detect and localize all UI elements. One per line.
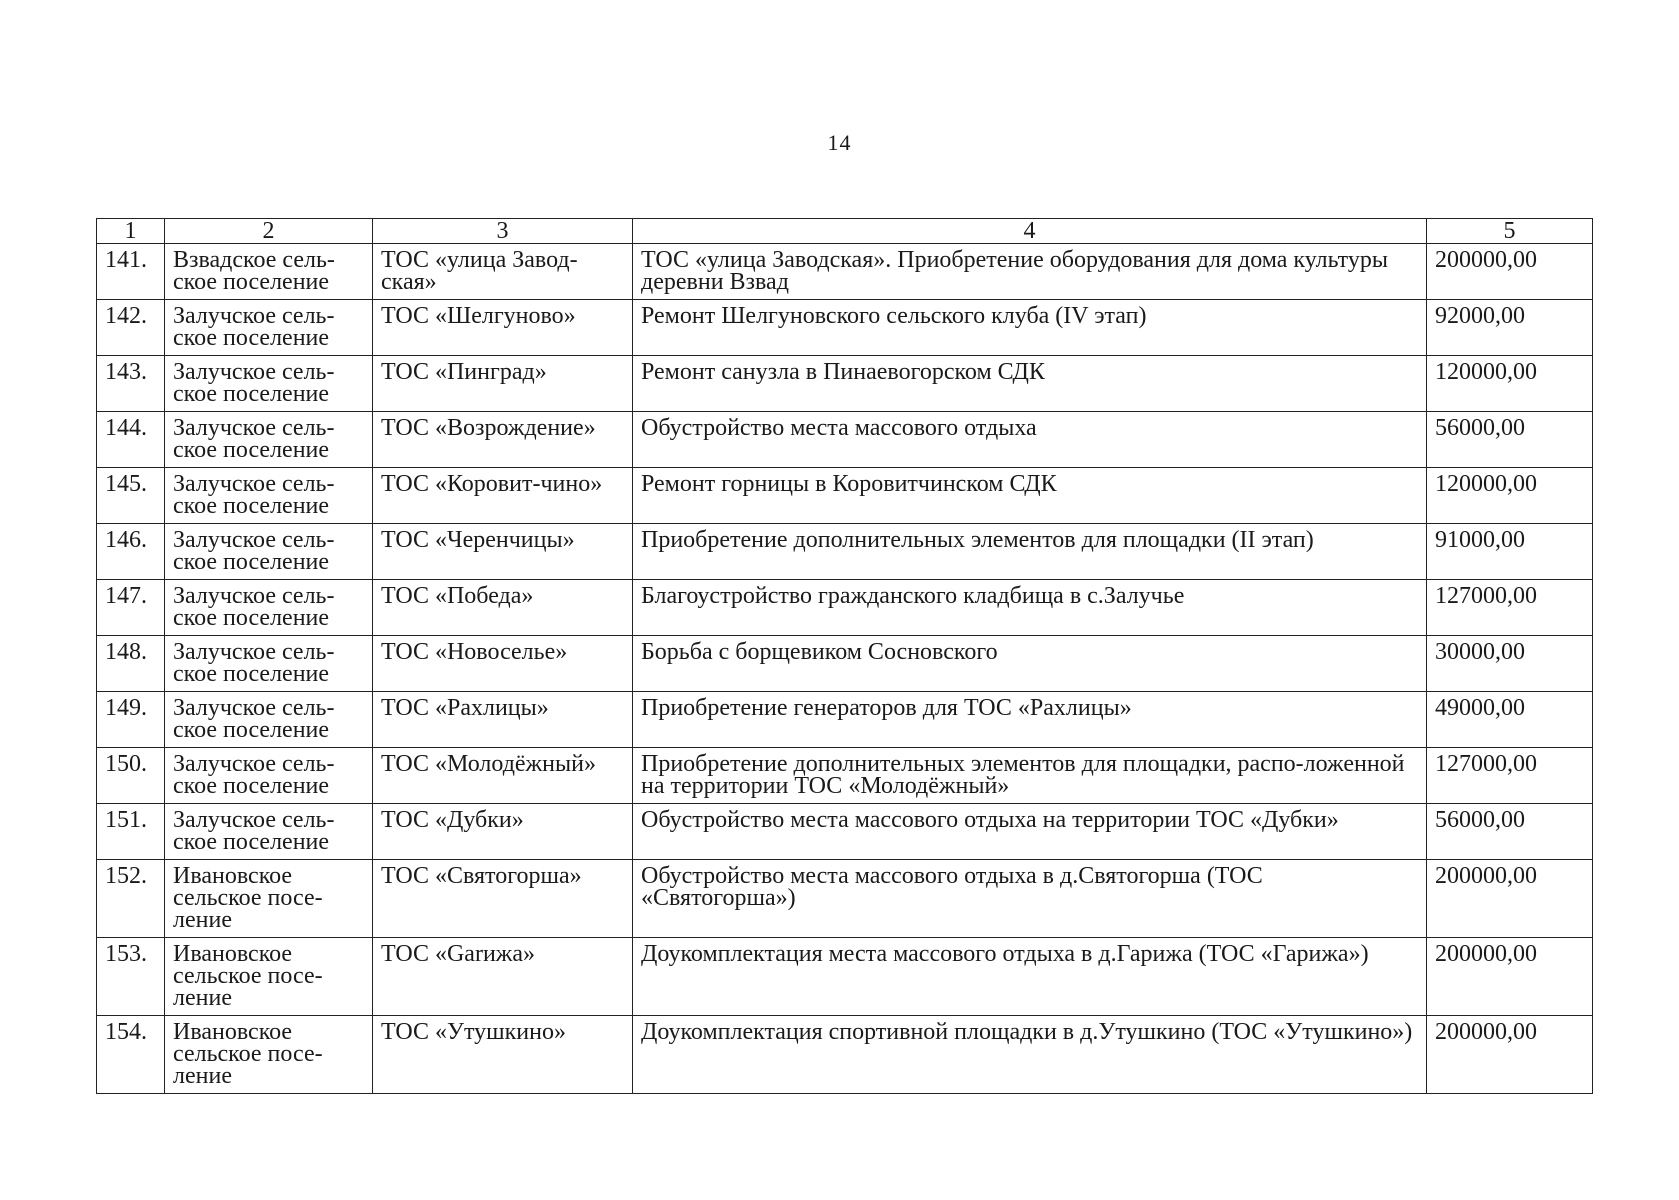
row-number: 153. xyxy=(97,938,165,1016)
page-number: 14 xyxy=(827,130,852,155)
amount-cell: 120000,00 xyxy=(1427,468,1593,524)
description-cell: Обустройство места массового отдыха в д.Святогорша (ТОС «Святогорша») xyxy=(633,860,1427,938)
settlement-cell: Ивановское сельское посе-ление xyxy=(165,1016,373,1094)
table-row xyxy=(97,356,1593,412)
tos-cell: ТОС «Рахлицы» xyxy=(373,692,633,748)
row-number: 152. xyxy=(97,860,165,938)
description-cell: Приобретение генераторов для ТОС «Рахлицы» xyxy=(633,692,1427,748)
description-cell: Благоустройство гражданского кладбища в с.Залучье xyxy=(633,580,1427,636)
row-number: 146. xyxy=(97,524,165,580)
tos-cell: ТОС «Молодёжный» xyxy=(373,748,633,804)
column-header-3: 3 xyxy=(373,219,633,244)
table-row xyxy=(97,692,1593,748)
amount-cell: 30000,00 xyxy=(1427,636,1593,692)
description-cell: Ремонт санузла в Пинаевогорском СДК xyxy=(633,356,1427,412)
table-row xyxy=(97,938,1593,1016)
tos-cell: ТОС «Черенчицы» xyxy=(373,524,633,580)
amount-cell: 127000,00 xyxy=(1427,580,1593,636)
description-cell: ТОС «улица Заводская». Приобретение оборудования для дома культуры деревни Взвад xyxy=(633,244,1427,300)
amount-cell: 200000,00 xyxy=(1427,938,1593,1016)
table-row xyxy=(97,860,1593,938)
table-header-row xyxy=(97,219,1593,244)
table-row xyxy=(97,524,1593,580)
settlement-cell: Ивановское сельское посе-ление xyxy=(165,860,373,938)
settlement-cell: Залучское сель-ское поселение xyxy=(165,748,373,804)
description-cell: Обустройство места массового отдыха на территории ТОС «Дубки» xyxy=(633,804,1427,860)
column-header-5: 5 xyxy=(1427,219,1593,244)
settlement-cell: Ивановское сельское посе-ление xyxy=(165,938,373,1016)
description-cell: Ремонт Шелгуновского сельского клуба (IV этап) xyxy=(633,300,1427,356)
description-cell: Обустройство места массового отдыха xyxy=(633,412,1427,468)
settlement-cell: Залучское сель-ское поселение xyxy=(165,692,373,748)
description-cell: Доукомплектация спортивной площадки в д.Утушкино (ТОС «Утушкино») xyxy=(633,1016,1427,1094)
description-cell: Приобретение дополнительных элементов для площадки, распо-ложенной на территории ТОС «Молодёжный» xyxy=(633,748,1427,804)
amount-cell: 91000,00 xyxy=(1427,524,1593,580)
settlement-cell: Залучское сель-ское поселение xyxy=(165,804,373,860)
description-cell: Доукомплектация места массового отдыха в д.Гарижа (ТОС «Гарижа») xyxy=(633,938,1427,1016)
tos-cell: ТОС «Утушкино» xyxy=(373,1016,633,1094)
settlement-cell: Залучское сель-ское поселение xyxy=(165,468,373,524)
column-header-4: 4 xyxy=(633,219,1427,244)
tos-cell: ТОС «улица Завод-ская» xyxy=(373,244,633,300)
tos-cell: ТОС «Дубки» xyxy=(373,804,633,860)
table-row xyxy=(97,244,1593,300)
amount-cell: 200000,00 xyxy=(1427,244,1593,300)
row-number: 144. xyxy=(97,412,165,468)
row-number: 148. xyxy=(97,636,165,692)
document-table xyxy=(96,218,1593,1094)
row-number: 154. xyxy=(97,1016,165,1094)
description-cell: Приобретение дополнительных элементов для площадки (II этап) xyxy=(633,524,1427,580)
settlement-cell: Залучское сель-ское поселение xyxy=(165,412,373,468)
amount-cell: 56000,00 xyxy=(1427,804,1593,860)
tos-cell: ТОС «Возрождение» xyxy=(373,412,633,468)
tos-cell: ТОС «Коровит-чино» xyxy=(373,468,633,524)
row-number: 145. xyxy=(97,468,165,524)
amount-cell: 200000,00 xyxy=(1427,1016,1593,1094)
row-number: 147. xyxy=(97,580,165,636)
settlement-cell: Залучское сель-ское поселение xyxy=(165,356,373,412)
tos-cell: ТОС «Святогорша» xyxy=(373,860,633,938)
amount-cell: 49000,00 xyxy=(1427,692,1593,748)
row-number: 150. xyxy=(97,748,165,804)
column-header-1: 1 xyxy=(97,219,165,244)
row-number: 151. xyxy=(97,804,165,860)
amount-cell: 56000,00 xyxy=(1427,412,1593,468)
tos-cell: ТОС «Garижа» xyxy=(373,938,633,1016)
settlement-cell: Залучское сель-ское поселение xyxy=(165,580,373,636)
description-cell: Ремонт горницы в Коровитчинском СДК xyxy=(633,468,1427,524)
table-row xyxy=(97,804,1593,860)
description-cell: Борьба с борщевиком Сосновского xyxy=(633,636,1427,692)
settlement-cell: Залучское сель-ское поселение xyxy=(165,524,373,580)
table-row xyxy=(97,468,1593,524)
settlement-cell: Взвадское сель-ское поселение xyxy=(165,244,373,300)
tos-cell: ТОС «Победа» xyxy=(373,580,633,636)
row-number: 141. xyxy=(97,244,165,300)
table-row xyxy=(97,412,1593,468)
table-body xyxy=(97,244,1593,1094)
row-number: 149. xyxy=(97,692,165,748)
amount-cell: 127000,00 xyxy=(1427,748,1593,804)
tos-cell: ТОС «Новоселье» xyxy=(373,636,633,692)
row-number: 142. xyxy=(97,300,165,356)
amount-cell: 92000,00 xyxy=(1427,300,1593,356)
tos-cell: ТОС «Шелгуново» xyxy=(373,300,633,356)
tos-cell: ТОС «Пинград» xyxy=(373,356,633,412)
table-row xyxy=(97,636,1593,692)
table-row xyxy=(97,580,1593,636)
table-row xyxy=(97,748,1593,804)
settlement-cell: Залучское сель-ское поселение xyxy=(165,300,373,356)
column-header-2: 2 xyxy=(165,219,373,244)
row-number: 143. xyxy=(97,356,165,412)
amount-cell: 120000,00 xyxy=(1427,356,1593,412)
settlement-cell: Залучское сель-ское поселение xyxy=(165,636,373,692)
table-row xyxy=(97,1016,1593,1094)
amount-cell: 200000,00 xyxy=(1427,860,1593,938)
table-row xyxy=(97,300,1593,356)
